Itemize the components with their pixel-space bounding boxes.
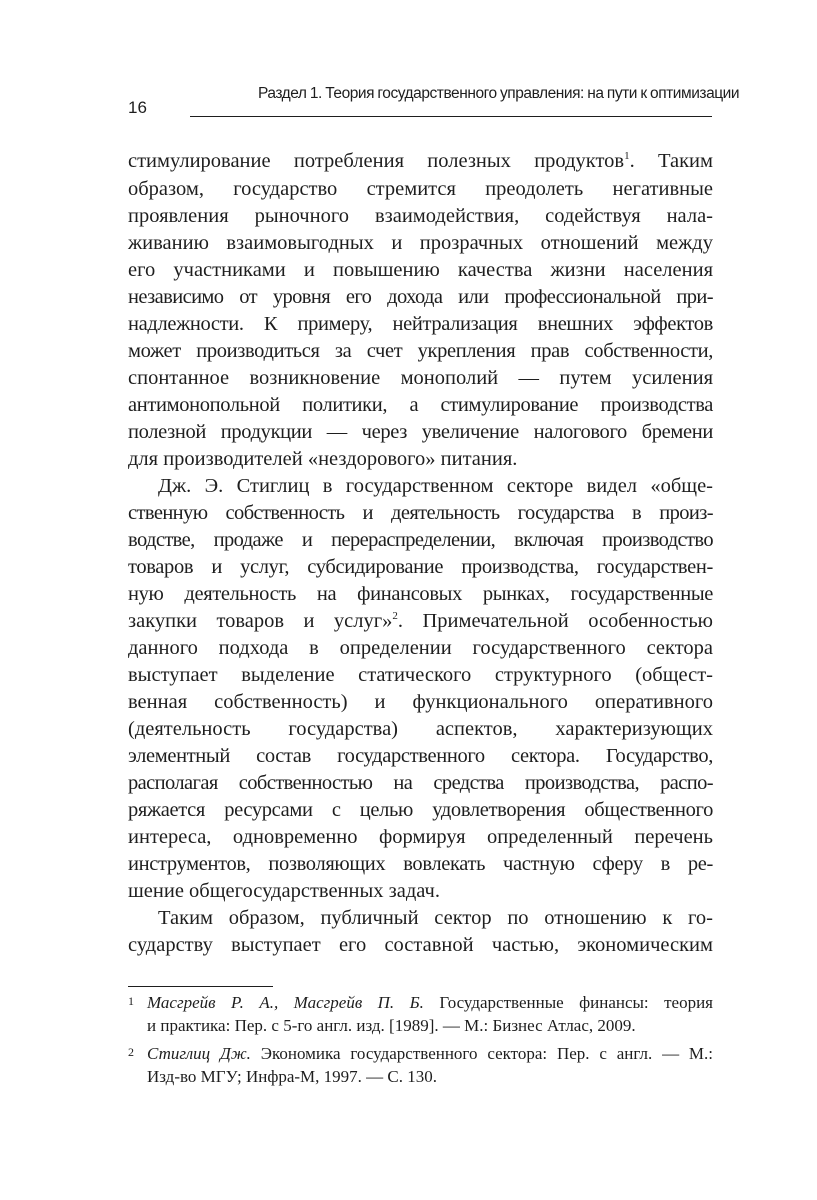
footnote-author: Масгрейв Р. А., Масгрейв П. Б. (147, 993, 424, 1012)
text-line: водстве, продаже и перераспределении, включая производство (128, 529, 713, 551)
text-line: закупки товаров и услуг»$^2$. Примечательной особенностью (128, 610, 713, 632)
text-line: образом, государство стремится преодолеть негативные (128, 178, 713, 200)
text-line: ряжается ресурсами с целью удовлетворения общественного (128, 799, 713, 821)
running-title: Раздел 1. Теория государственного управления: на пути к оптимизации (258, 85, 740, 102)
text-line: располагая собственностью на средства производства, распо- (128, 772, 713, 794)
footnote-line: Изд-во МГУ; Инфра-М, 1997. — С. 130. (147, 1067, 438, 1086)
text-line: ную деятельность на финансовых рынках, государственные (128, 583, 713, 605)
footnote-author: Стиглиц Дж. (147, 1044, 251, 1063)
text-line: товаров и услуг, субсидирование производства, государствен- (128, 556, 713, 578)
footnote-rule (128, 986, 273, 987)
text-line: ственную собственность и деятельность государства в произ- (128, 502, 713, 524)
text-line: спонтанное возникновение монополий — путем усиления (128, 367, 713, 389)
text-line: независимо от уровня его дохода или профессиональной при- (128, 286, 713, 308)
text-line: Дж. Э. Стиглиц в государственном секторе видел «обще- (158, 475, 713, 497)
footnote-line: Масгрейв Р. А., Масгрейв П. Б. Государственные финансы: теория (147, 993, 713, 1012)
text-line: может производиться за счет укрепления прав собственности, (128, 340, 713, 362)
footnote-line: Стиглиц Дж. Экономика государственного сектора: Пер. с англ. — М.: (147, 1044, 714, 1063)
text-line: для производителей «нездорового» питания. (128, 448, 518, 470)
text-line: (деятельность государства) аспектов, характеризующих (128, 718, 713, 740)
text-line: живанию взаимовыгодных и прозрачных отношений между (128, 232, 713, 254)
text-line: стимулирование потребления полезных продуктов$^1$. Таким (128, 150, 714, 172)
text-line: венная собственность) и функционального оперативного (128, 691, 713, 713)
text-line: сударству выступает его составной частью, экономическим (128, 934, 713, 956)
text-line: надлежности. К примеру, нейтрализация внешних эффектов (128, 313, 713, 335)
page-number: 16 (128, 98, 147, 117)
text-line: интереса, одновременно формируя определенный перечень (128, 826, 713, 848)
footnote-ref: 2 (392, 610, 398, 622)
text-line: данного подхода в определении государственного сектора (128, 637, 713, 659)
text-line: элементный состав государственного сектора. Государство, (128, 745, 713, 767)
header-rule (190, 116, 712, 117)
footnote-number: 1 (128, 994, 134, 1008)
footnote-number: 2 (128, 1045, 134, 1059)
footnote-line: и практика: Пер. с 5-го англ. изд. [1989]. — М.: Бизнес Атлас, 2009. (147, 1016, 636, 1035)
text-line: его участниками и повышению качества жизни населения (128, 259, 713, 281)
text-line: проявления рыночного взаимодействия, содействуя нала- (128, 205, 713, 227)
text-line: инструментов, позволяющих вовлекать частную сферу в ре- (128, 853, 713, 875)
text-line: выступает выделение статического структурного (общест- (128, 664, 713, 686)
text-line: полезной продукции — через увеличение налогового бремени (128, 421, 713, 443)
text-line: антимонопольной политики, а стимулирование производства (128, 394, 713, 416)
footnote-ref: 1 (624, 150, 630, 162)
text-line: Таким образом, публичный сектор по отношению к го- (158, 907, 713, 929)
text-line: шение общегосударственных задач. (128, 880, 440, 902)
